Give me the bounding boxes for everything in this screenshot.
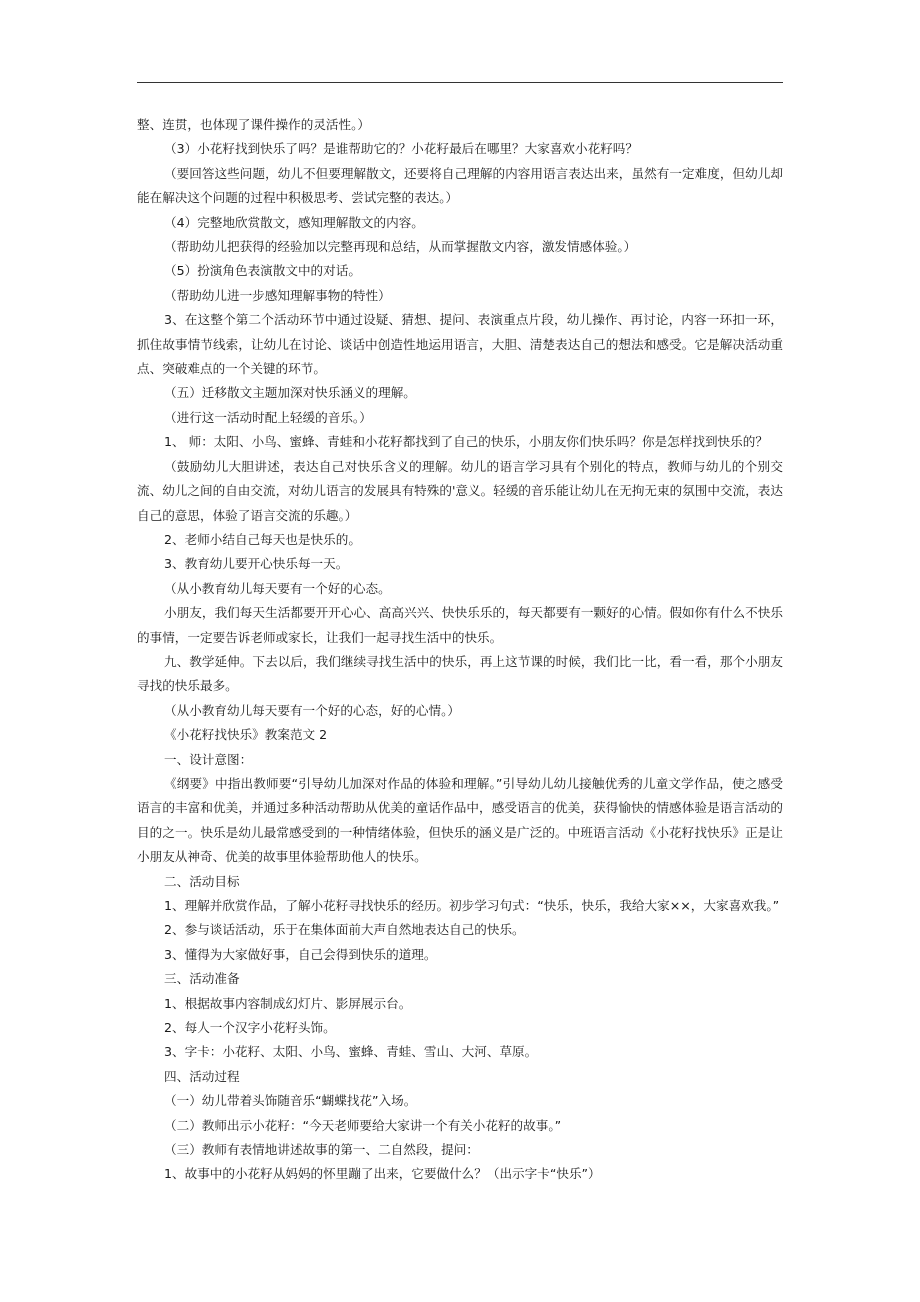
paragraph: （3）小花籽找到快乐了吗？是谁帮助它的？小花籽最后在哪里？大家喜欢小花籽吗？ <box>164 141 638 157</box>
paragraph: 3、字卡：小花籽、太阳、小鸟、蜜蜂、青蛙、雪山、大河、草原。 <box>164 1044 538 1060</box>
paragraph: （五）迁移散文主题加深对快乐涵义的理解。 <box>164 385 416 401</box>
paragraph: 2、参与谈话活动，乐于在集体面前大声自然地表达自己的快乐。 <box>164 922 525 938</box>
document-body <box>137 113 783 1187</box>
paragraph: 2、老师小结自己每天也是快乐的。 <box>164 531 361 547</box>
paragraph: （帮助幼儿进一步感知理解事物的特性） <box>164 287 391 303</box>
paragraph: 1、理解并欣赏作品，了解小花籽寻找快乐的经历。初步学习句式：“快乐，快乐，我给大家××，大家喜欢我。” <box>164 898 780 913</box>
paragraph: （一）幼儿带着头饰随音乐“蝴蝶找花”入场。 <box>164 1093 417 1109</box>
paragraph: （三）教师有表情地讲述故事的第一、二自然段，提问： <box>164 1142 479 1158</box>
paragraph: （二）教师出示小花籽：“今天老师要给大家讲一个有关小花籽的故事。” <box>164 1117 562 1133</box>
paragraph: 1、根据故事内容制成幻灯片、影屏展示台。 <box>164 995 412 1011</box>
paragraph: 3、懂得为大家做好事，自己会得到快乐的道理。 <box>164 946 437 962</box>
paragraph: （从小教育幼儿每天要有一个好的心态，好的心情。） <box>164 702 460 718</box>
paragraph: 2、每人一个汉字小花籽头饰。 <box>164 1020 336 1036</box>
paragraph: 1、故事中的小花籽从妈妈的怀里蹦了出来，它要做什么？（出示字卡“快乐”） <box>164 1166 601 1182</box>
paragraph: 1、 师：太阳、小鸟、蜜蜂、青蛙和小花籽都找到了自己的快乐，小朋友你们快乐吗？你是怎样找到快乐的？ <box>164 434 768 450</box>
paragraph: （从小教育幼儿每天要有一个好的心态。 <box>164 580 391 596</box>
paragraph: （鼓励幼儿大胆讲述，表达自己对快乐含义的理解。幼儿的语言学习具有个别化的特点，教师与幼儿的个别交流、幼儿之间的自由交流，对幼儿语言的发展具有特殊的'意义。轻缓的音乐能让幼儿在无拘无束的氛围中交流，表达自己的意思，体验了语言交流的乐趣。） <box>137 458 783 523</box>
paragraph: （进行这一活动时配上轻缓的音乐。） <box>164 409 372 425</box>
paragraph: （5）扮演角色表演散文中的对话。 <box>164 263 361 279</box>
paragraph: 四、活动过程 <box>164 1068 240 1084</box>
paragraph: （要回答这些问题，幼儿不但要理解散文，还要将自己理解的内容用语言表达出来，虽然有一定难度，但幼儿却能在解决这个问题的过程中积极思考、尝试完整的表达。） <box>137 165 783 206</box>
paragraph: 《小花籽找快乐》教案范文 2 <box>164 727 328 743</box>
paragraph: 3、在这整个第二个活动环节中通过设疑、猜想、提问、表演重点片段，幼儿操作、再讨论，内容一环扣一环，抓住故事情节线索，让幼儿在讨论、谈话中创造性地运用语言，大胆、清楚表达自己的想法和感受。它是解决活动重点、突破难点的一个关键的环节。 <box>137 312 783 377</box>
header-rule <box>137 82 783 83</box>
paragraph: （帮助幼儿把获得的经验加以完整再现和总结，从而掌握散文内容，激发情感体验。） <box>164 239 637 255</box>
paragraph: 《纲要》中指出教师要“引导幼儿加深对作品的体验和理解。”引导幼儿幼儿接触优秀的儿童文学作品，使之感受语言的丰富和优美，并通过多种活动帮助从优美的童话作品中，感受语言的优美，获得愉快的情感体验是语言活动的目的之一。快乐是幼儿最常感受到的一种情绪体验，但快乐的涵义是广泛的。中班语言活动《小花籽找快乐》正是让小朋友从神奇、优美的故事里体验帮助他人的快乐。 <box>137 775 783 865</box>
paragraph: 二、活动目标 <box>164 873 240 889</box>
paragraph: 一、设计意图： <box>164 751 253 767</box>
paragraph: 整、连贯，也体现了课件操作的灵活性。） <box>137 117 370 132</box>
paragraph: 小朋友，我们每天生活都要开开心心、高高兴兴、快快乐乐的，每天都要有一颗好的心情。假如你有什么不快乐的事情，一定要告诉老师或家长，让我们一起寻找生活中的快乐。 <box>137 605 783 645</box>
paragraph: 九、教学延伸。下去以后，我们继续寻找生活中的快乐，再上这节课的时候，我们比一比，看一看，那个小朋友寻找的快乐最多。 <box>137 653 783 694</box>
paragraph: 3、教育幼儿要开心快乐每一天。 <box>164 556 349 572</box>
paragraph: （4）完整地欣赏散文，感知理解散文的内容。 <box>164 214 424 230</box>
paragraph: 三、活动准备 <box>164 971 240 987</box>
